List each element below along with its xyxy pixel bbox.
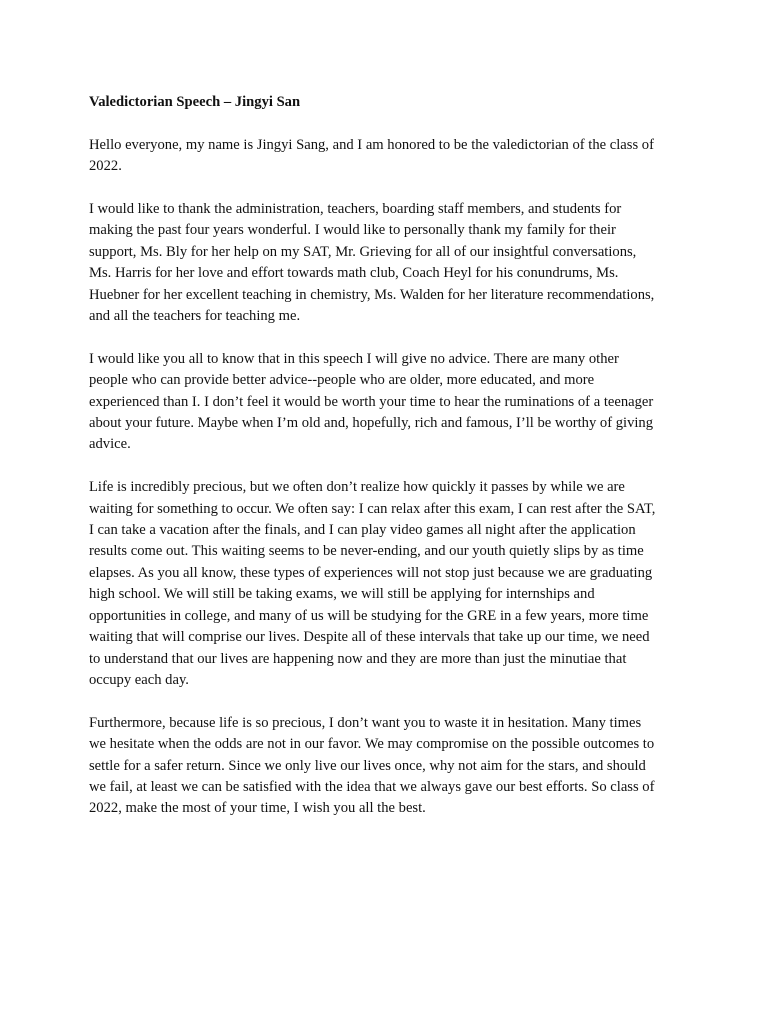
paragraph-no-advice xyxy=(89,349,681,456)
text-line: Ms. Harris for her love and effort towards math club, Coach Heyl for his conundrums, Ms. xyxy=(89,265,619,282)
text-line: 2022, make the most of your time, I wish you all the best. xyxy=(89,800,426,817)
text-line: elapses. As you all know, these types of experiences will not stop just because we are graduating xyxy=(89,564,653,581)
text-line: advice. xyxy=(89,436,131,453)
text-line: I would like to thank the administration, teachers, boarding staff members, and students for xyxy=(89,201,622,217)
paragraph-life-precious xyxy=(89,477,681,691)
document-title: Valedictorian Speech – Jingyi San xyxy=(89,94,301,110)
text-line: we fail, at least we can be satisfied with the idea that we always gave our best efforts. So class of xyxy=(89,778,655,795)
text-line: to understand that our lives are happening now and they are more than just the minutiae that xyxy=(89,650,627,667)
text-line: and all the teachers for teaching me. xyxy=(89,308,301,325)
text-line: about your future. Maybe when I’m old and, hopefully, rich and famous, I’ll be worthy of giving xyxy=(89,415,654,432)
text-line: waiting that will comprise our lives. Despite all of these intervals that take up our time, we need xyxy=(89,629,650,646)
text-line: making the past four years wonderful. I would like to personally thank my family for their xyxy=(89,222,616,239)
speech-body xyxy=(89,92,681,841)
paragraph-hesitation xyxy=(89,713,681,820)
text-line: settle for a safer return. Since we only live our lives once, why not aim for the stars, and should xyxy=(89,757,646,774)
text-line: people who can provide better advice--people who are older, more educated, and more xyxy=(89,372,595,389)
text-line: 2022. xyxy=(89,158,122,175)
text-line: high school. We will still be taking exams, we will still be applying for internships and xyxy=(89,586,595,603)
text-line: occupy each day. xyxy=(89,671,189,688)
text-line: Hello everyone, my name is Jingyi Sang, and I am honored to be the valedictorian of the class of xyxy=(89,136,654,153)
text-line: I can take a vacation after the finals, and I can play video games all night after the application xyxy=(89,522,636,539)
text-line: Life is incredibly precious, but we often don’t realize how quickly it passes by while we are xyxy=(89,479,625,496)
text-line: waiting for something to occur. We often say: I can relax after this exam, I can rest after the SAT, xyxy=(89,500,656,517)
text-line: we hesitate when the odds are not in our favor. We may compromise on the possible outcomes to xyxy=(89,736,655,753)
text-line: support, Ms. Bly for her help on my SAT, Mr. Grieving for all of our insightful conversations, xyxy=(89,243,637,260)
paragraph-greeting xyxy=(89,135,681,178)
text-line: Huebner for her excellent teaching in chemistry, Ms. Walden for her literature recommendations, xyxy=(89,286,655,303)
paragraph-thanks xyxy=(89,199,681,327)
text-line: results come out. This waiting seems to be never-ending, and our youth quietly slips by as time xyxy=(89,543,644,560)
text-line: Furthermore, because life is so precious, I don’t want you to waste it in hesitation. Many times xyxy=(89,714,642,731)
text-line: I would like you all to know that in this speech I will give no advice. There are many other xyxy=(89,350,619,367)
text-line: experienced than I. I don’t feel it would be worth your time to hear the ruminations of a teenager xyxy=(89,393,654,410)
text-line: opportunities in college, and many of us will be studying for the GRE in a few years, more time xyxy=(89,607,649,624)
